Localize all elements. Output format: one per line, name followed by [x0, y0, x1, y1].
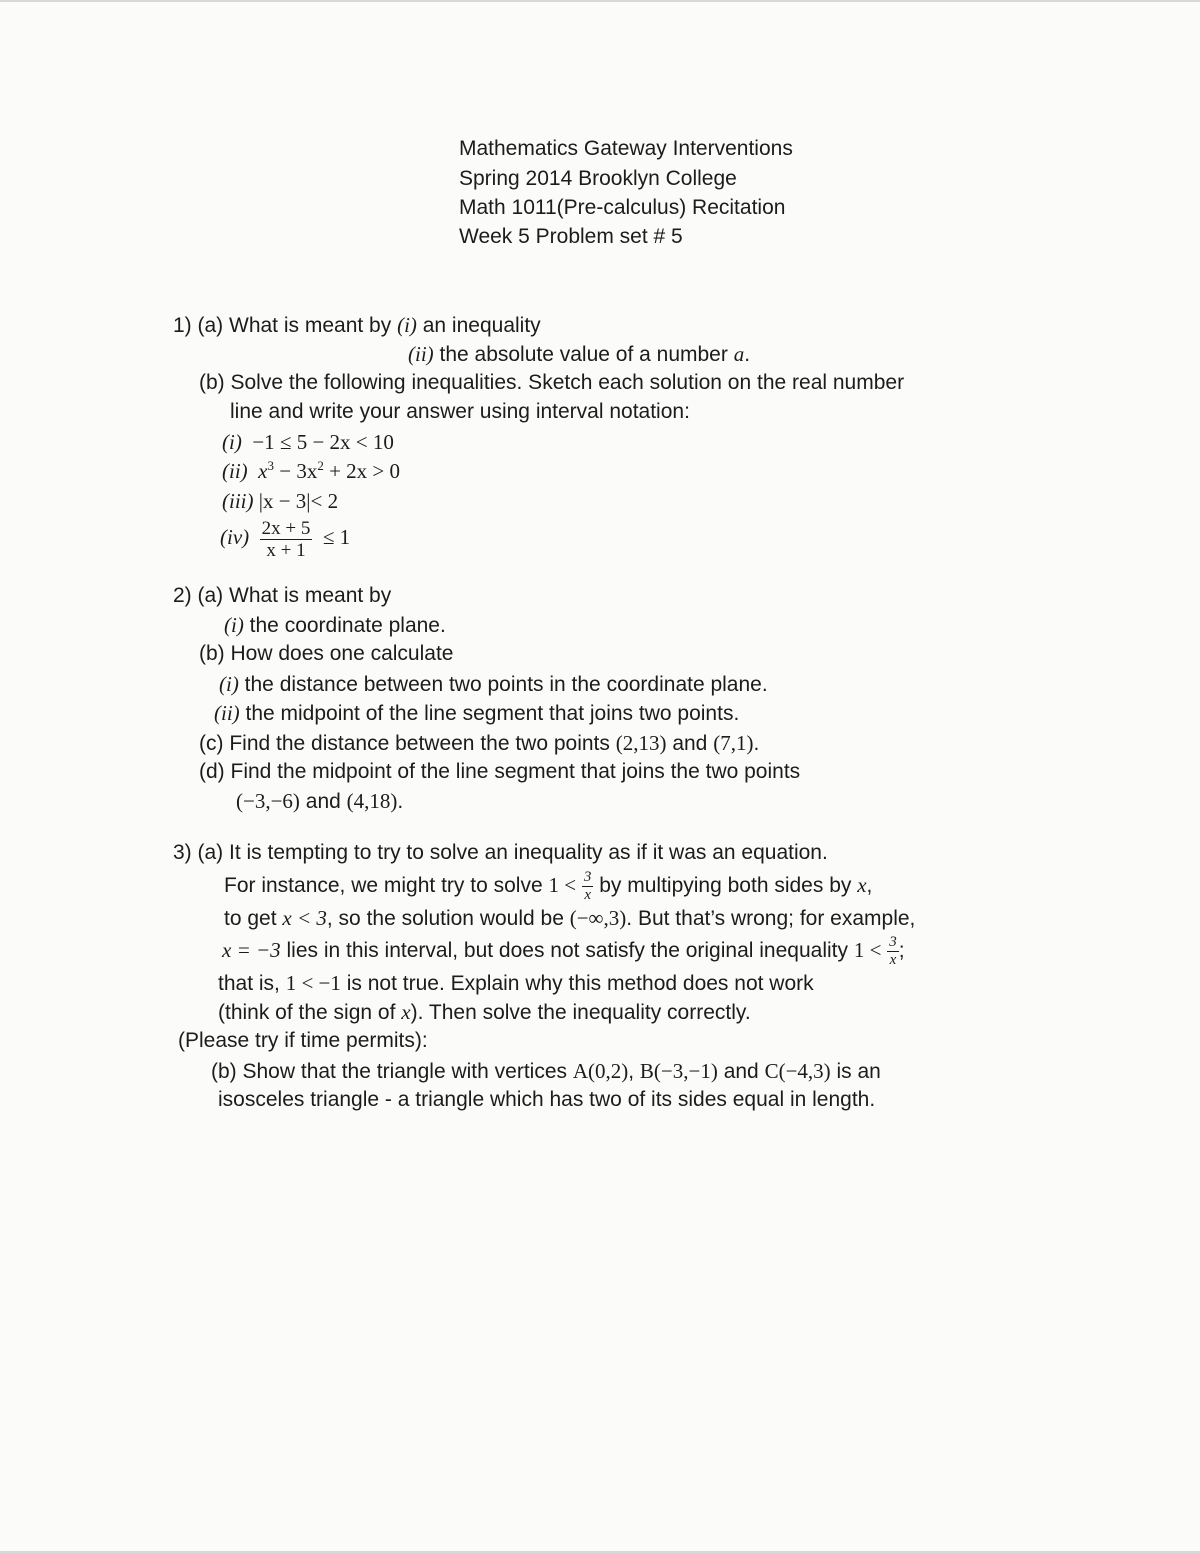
q2-b-line: (b) How does one calculate	[199, 642, 454, 665]
q2-d-point-2: (4,18)	[346, 789, 398, 813]
q3-line-2-b: by multipying both sides by	[593, 874, 858, 897]
q2-b-ii-text: the midpoint of the line segment that joins two points.	[239, 702, 740, 725]
q1-b-ii-label: (ii)	[222, 459, 248, 483]
q1-b-ii-term2: − 3x	[273, 459, 318, 483]
q3-line-2-var: x	[857, 873, 867, 897]
q3-line-6-a: (think of the sign of	[218, 1001, 402, 1024]
q1-b-iv-rhs: ≤ 1	[322, 525, 351, 549]
q1-b-iv	[220, 515, 350, 560]
q3-line-8-b: is an	[830, 1060, 881, 1083]
q1-a-ii-label: (ii)	[408, 342, 434, 366]
q2-c-point-2: (7,1)	[713, 731, 754, 755]
q3-fraction-1	[582, 870, 594, 903]
q2-a-i-text: the coordinate plane.	[243, 614, 446, 637]
q2-c-end: .	[753, 732, 760, 755]
q3-line-4-ineq: 1 <	[853, 938, 882, 962]
q1-a-i-text: an inequality	[416, 314, 541, 337]
q1-b-i-label: (i)	[222, 430, 242, 454]
q3-line-7: (Please try if time permits):	[178, 1029, 428, 1052]
q3-line-8-a: (b) Show that the triangle with vertices	[211, 1060, 573, 1083]
q3-line-2-ineq: 1 <	[548, 873, 577, 897]
q1-b-ii-exp2: 2	[317, 458, 324, 473]
q1-b-ii	[222, 457, 400, 485]
q1-b-iv-denominator: x + 1	[266, 539, 306, 561]
q2-a-i-line	[224, 611, 446, 640]
q3-vertex-a: A(0,2)	[572, 1059, 629, 1083]
q1-a-line	[173, 311, 541, 340]
q1-b-iii-label: (iii)	[222, 489, 254, 513]
q3-line-5-ineq: 1 < −1	[285, 971, 341, 995]
q3-line-4	[222, 931, 905, 970]
q3-fraction-1-num: 3	[583, 868, 592, 885]
q3-fraction-2-den: x	[889, 951, 897, 968]
q1-b-i-expr: −1 ≤ 5 − 2x < 10	[252, 430, 394, 454]
q3-line-4-end: ;	[898, 939, 905, 962]
q3-line-2-a: For instance, we might try to solve	[224, 874, 549, 897]
q3-line-3	[224, 904, 915, 933]
q3-line-9: isosceles triangle - a triangle which has two of its sides equal in length.	[218, 1088, 876, 1111]
q2-d-end: .	[397, 790, 404, 813]
q1-a-ii-text: the absolute value of a number	[433, 343, 734, 366]
q3-line-6-b: ). Then solve the inequality correctly.	[410, 1001, 751, 1024]
q3-line-4-b: lies in this interval, but does not satisfy the original inequality	[280, 939, 854, 962]
q1-b-ii-x: x	[258, 459, 268, 483]
q3-line-3-interval: (−∞,3)	[569, 906, 627, 930]
q3-vertex-b: B(−3,−1)	[639, 1059, 718, 1083]
header-line-1: Mathematics Gateway Interventions	[459, 137, 793, 160]
q2-d-line-1: (d) Find the midpoint of the line segment that joins the two points	[199, 760, 801, 783]
q2-c-point-1: (2,13)	[615, 731, 667, 755]
q1-a-ii-var: a	[733, 342, 745, 366]
q3-line-3-a: to get	[224, 907, 283, 930]
q3-line-3-b: , so the solution would be	[326, 907, 570, 930]
q2-b-i-line	[219, 670, 768, 699]
q2-c-and: and	[666, 732, 714, 755]
q1-a-i-label: (i)	[397, 313, 417, 337]
q3-line-6	[218, 998, 751, 1027]
q1-b-ii-term3: + 2x > 0	[323, 459, 401, 483]
q2-b-ii-label: (ii)	[214, 701, 240, 725]
q2-b-i-label: (i)	[219, 672, 239, 696]
q2-b-i-text: the distance between two points in the coordinate plane.	[238, 673, 768, 696]
header-line-4: Week 5 Problem set # 5	[459, 225, 683, 248]
q2-a-line: 2) (a) What is meant by	[173, 584, 392, 607]
q3-line-8-and: and	[717, 1060, 765, 1083]
q3-line-5	[218, 969, 814, 998]
q2-a-i-label: (i)	[224, 613, 244, 637]
q2-d-line-2	[236, 787, 403, 816]
q1-a-ii-line	[408, 340, 750, 369]
q2-d-point-1: (−3,−6)	[236, 789, 300, 813]
q2-c-text: (c) Find the distance between the two points	[199, 732, 616, 755]
q3-line-3-ineq: x < 3	[282, 906, 327, 930]
q3-fraction-2-num: 3	[889, 933, 897, 950]
q2-c-line	[199, 729, 759, 758]
q1-b-iv-numerator: 2x + 5	[261, 517, 311, 539]
q3-line-3-c: . But that’s wrong; for example,	[626, 907, 916, 930]
q3-fraction-2	[887, 935, 899, 968]
header-line-3: Math 1011(Pre-calculus) Recitation	[459, 196, 786, 219]
q1-b-iii-expr: |x − 3|< 2	[258, 489, 339, 513]
q1-b-line-2: line and write your answer using interval notation:	[230, 400, 690, 423]
q3-line-4-a: x = −3	[222, 938, 281, 962]
scan-edge-top	[0, 0, 1200, 2]
q3-line-5-b: is not true. Explain why this method does not work	[340, 972, 814, 995]
q3-line-8	[211, 1057, 881, 1086]
header-line-2: Spring 2014 Brooklyn College	[459, 167, 737, 190]
q1-a-ii-end: .	[744, 343, 751, 366]
q3-line-1: 3) (a) It is tempting to try to solve an inequality as if it was an equation.	[173, 841, 828, 864]
q3-line-2-end: ,	[866, 874, 873, 897]
q1-b-line-1: (b) Solve the following inequalities. Sketch each solution on the real number	[199, 371, 905, 394]
q1-b-iii	[222, 487, 338, 515]
q3-vertex-c: C(−4,3)	[764, 1059, 831, 1083]
q1-b-ii-exp3: 3	[267, 458, 274, 473]
q1-b-iv-label: (iv)	[220, 525, 250, 549]
q2-b-ii-line	[214, 699, 739, 728]
q1-b-iv-fraction	[260, 519, 313, 560]
q3-line-6-var: x	[401, 1000, 411, 1024]
q1-b-i	[222, 428, 394, 456]
q3-line-2	[224, 866, 872, 905]
q3-fraction-1-den: x	[584, 886, 591, 903]
q2-d-and: and	[299, 790, 347, 813]
q3-line-8-sep: ,	[628, 1060, 640, 1083]
q3-line-5-a: that is,	[218, 972, 286, 995]
q1-a-prefix: 1) (a) What is meant by	[173, 314, 398, 337]
